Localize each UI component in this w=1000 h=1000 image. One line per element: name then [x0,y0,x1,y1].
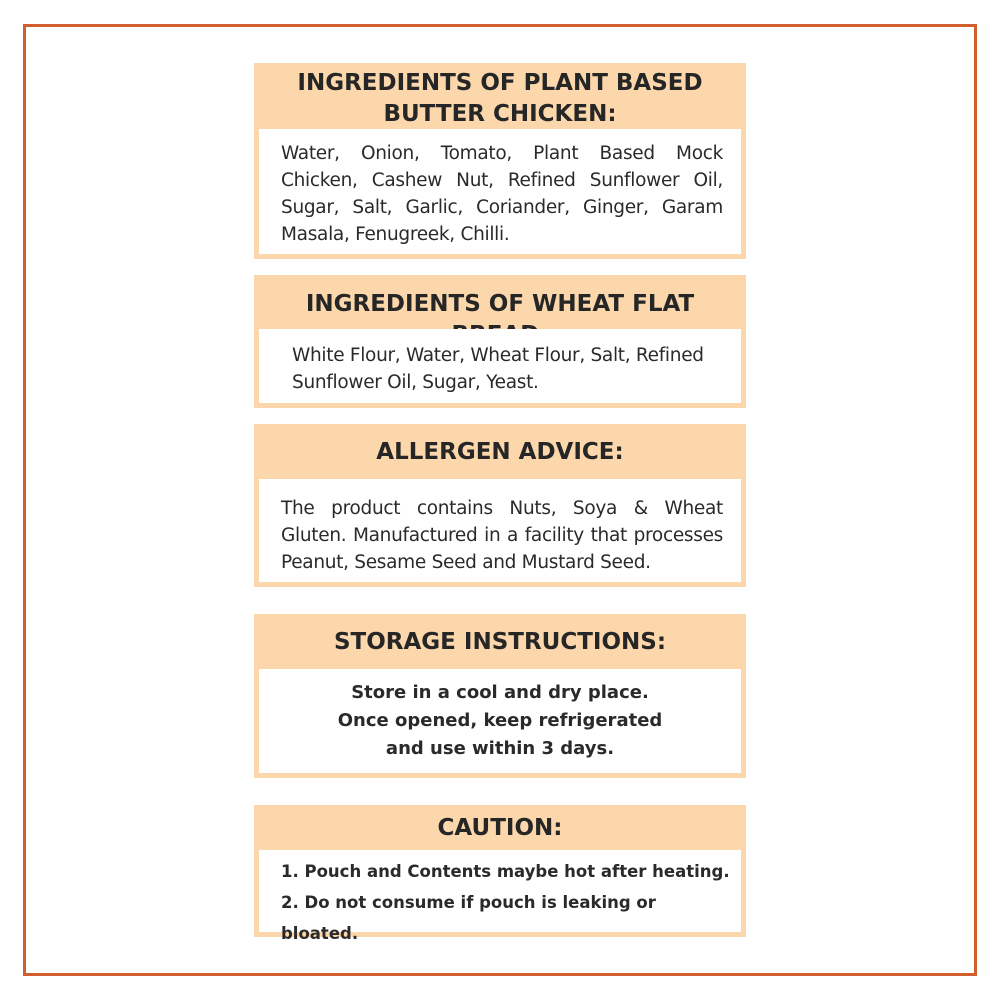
storage-line: Store in a cool and dry place. [351,682,649,703]
title-line: INGREDIENTS OF PLANT BASED [297,70,703,96]
section-flat-bread-ingredients [254,275,746,408]
ingredients-text: White Flour, Water, Wheat Flour, Salt, Refined Sunflower Oil, Sugar, Yeast. [292,345,704,393]
caution-item: 1. Pouch and Contents maybe hot after heating. [281,862,730,881]
allergen-text: The product contains Nuts, Soya & Wheat Gluten. Manufactured in a facility that processes Peanut, Sesame Seed and Mustard Seed. [281,498,723,573]
storage-line: Once opened, keep refrigerated [337,710,663,731]
caution-item: 2. Do not consume if pouch is leaking or bloated. [281,893,656,943]
section-caution [254,805,746,943]
section-body [259,129,741,254]
section-title: INGREDIENTS OF WHEAT FLAT [305,291,695,317]
section-title: CAUTION: [437,815,563,841]
storage-line: and use within 3 days. [385,738,615,759]
section-body [259,329,741,403]
section-body [259,479,741,582]
section-title: ALLERGEN ADVICE: [376,439,624,465]
section-allergen-advice [254,424,746,587]
section-body [259,669,741,773]
title-line: BUTTER CHICKEN: [383,101,617,127]
section-body [259,850,741,943]
section-title: STORAGE INSTRUCTIONS: [333,629,667,655]
section-butter-chicken-ingredients [254,63,746,259]
ingredients-text: Water, Onion, Tomato, Plant Based Mock Chicken, Cashew Nut, Refined Sunflower Oil, Sugar, Salt, Garlic, Coriander, Ginger, Garam Masala, Fenugreek, Chilli. [281,143,723,245]
section-title [254,68,746,130]
section-storage-instructions [254,614,746,778]
